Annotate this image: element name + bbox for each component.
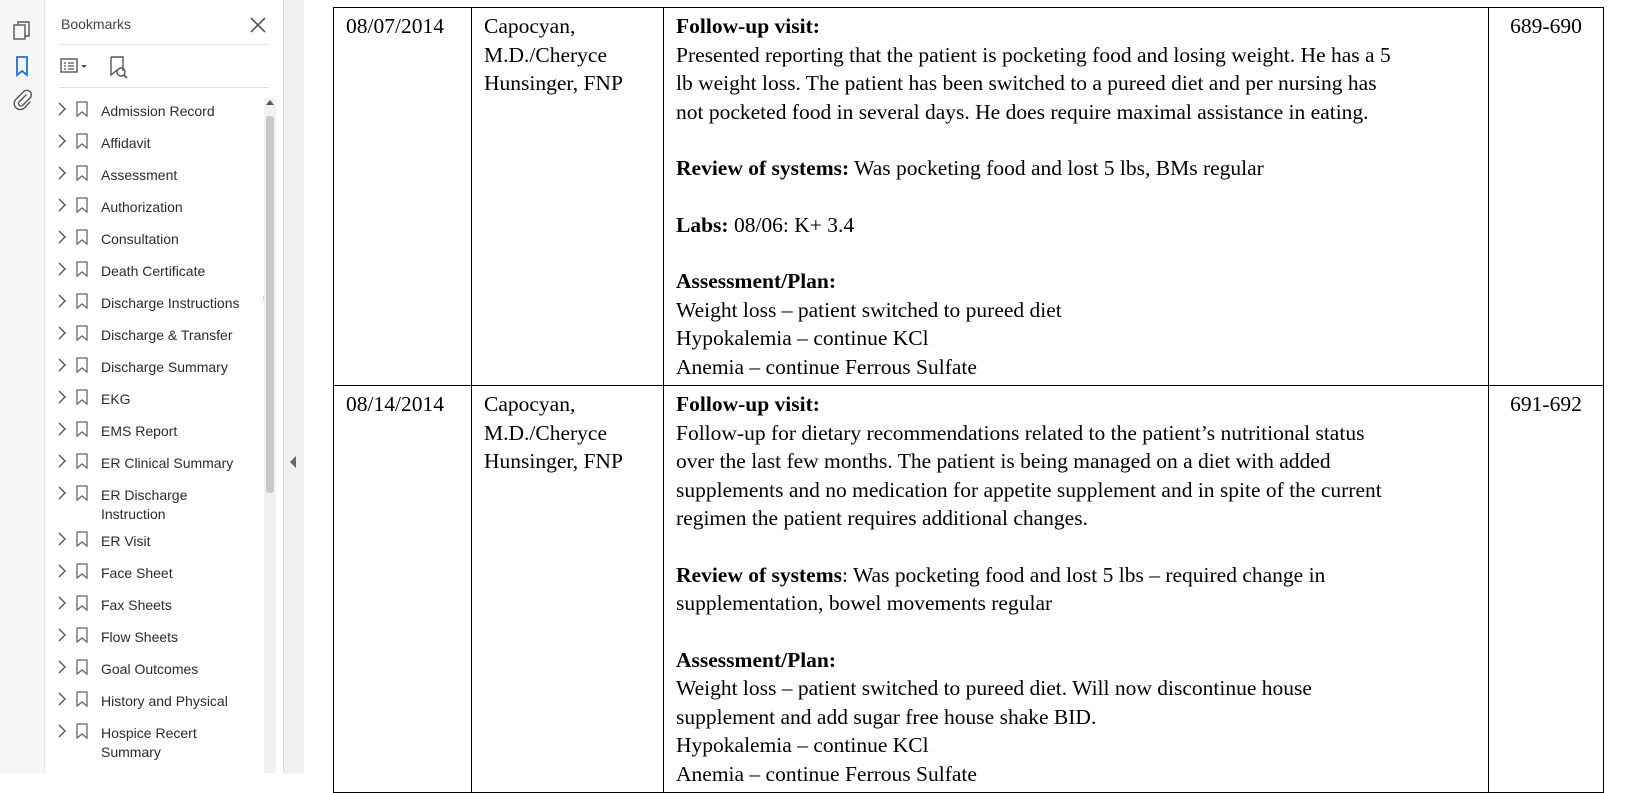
bookmark-flag-icon	[76, 389, 88, 405]
bookmark-flag-icon	[76, 357, 88, 373]
bookmark-label: Assessment	[101, 167, 178, 183]
bookmark-flag-icon	[76, 101, 88, 117]
bookmark-scrollbar[interactable]	[264, 98, 276, 773]
chevron-right-icon[interactable]	[57, 134, 67, 148]
bookmark-label: EMS Report	[101, 423, 178, 439]
chevron-right-icon[interactable]	[57, 486, 67, 500]
pages-cell: 691-692	[1489, 386, 1604, 793]
chevron-right-icon[interactable]	[57, 692, 67, 706]
bookmark-flag-icon	[76, 133, 88, 149]
note-cell	[664, 386, 1489, 793]
panel-collapse-handle[interactable]	[284, 0, 305, 773]
bookmark-item[interactable]	[45, 477, 265, 523]
bookmark-flag-icon	[76, 421, 88, 437]
visit-heading: Follow-up visit:	[676, 392, 820, 416]
bookmark-item[interactable]	[45, 93, 265, 125]
bookmark-label: ER Visit	[101, 533, 151, 549]
bookmark-item[interactable]	[45, 253, 265, 285]
chevron-right-icon[interactable]	[57, 294, 67, 308]
ros-label: Review of systems:	[676, 156, 850, 180]
bookmark-item[interactable]	[45, 715, 265, 761]
panel-divider	[59, 44, 269, 45]
provider-line: Hunsinger, FNP	[484, 71, 623, 95]
bookmark-label: Authorization	[101, 199, 183, 215]
bookmark-flag-icon	[76, 531, 88, 547]
plan-line: Weight loss – patient switched to pureed diet	[676, 297, 1062, 322]
plan-line: Hypokalemia – continue KCl	[676, 326, 929, 350]
labs-label: Labs:	[676, 212, 729, 237]
note-line: Follow-up for dietary recommendations related to the patient’s nutritional status	[676, 420, 1365, 445]
chevron-right-icon[interactable]	[57, 532, 67, 546]
options-menu-button[interactable]	[59, 53, 91, 81]
bookmark-item[interactable]	[45, 651, 265, 683]
spacer	[676, 618, 1476, 646]
chevron-right-icon[interactable]	[57, 326, 67, 340]
review-of-systems	[676, 561, 1476, 590]
provider-line: Capocyan,	[484, 392, 576, 416]
chevron-right-icon[interactable]	[57, 198, 67, 212]
review-of-systems	[676, 154, 1476, 183]
bookmark-item[interactable]	[45, 619, 265, 651]
bookmark-flag-icon	[76, 293, 88, 309]
bookmark-item[interactable]	[45, 683, 265, 715]
bookmark-item[interactable]	[45, 125, 265, 157]
table-row	[334, 386, 1604, 793]
ros-text: : Was pocketing food and lost 5 lbs – required change in	[842, 562, 1326, 587]
bookmark-label: Fax Sheets	[101, 597, 172, 613]
note-line: Presented reporting that the patient is pocketing food and losing weight. He has a 5	[676, 42, 1391, 67]
provider-cell	[472, 8, 664, 386]
ros-text: Was pocketing food and lost 5 lbs, BMs regular	[849, 156, 1264, 180]
provider-cell	[472, 386, 664, 793]
table-row	[334, 8, 1604, 386]
bookmark-item[interactable]	[45, 157, 265, 189]
new-bookmark-icon[interactable]	[105, 53, 131, 81]
bookmark-flag-icon	[76, 691, 88, 707]
note-line: lb weight loss. The patient has been switched to a pureed diet and per nursing has	[676, 71, 1377, 95]
document-view	[304, 0, 1646, 786]
plan-heading: Assessment/Plan:	[676, 269, 837, 293]
bookmark-item[interactable]	[45, 445, 265, 477]
bookmark-label: Admission Record	[101, 103, 215, 119]
records-table	[333, 7, 1604, 793]
bookmark-flag-icon	[76, 197, 88, 213]
bookmark-item[interactable]	[45, 349, 265, 381]
bookmark-label: Flow Sheets	[101, 629, 179, 645]
chevron-right-icon[interactable]	[57, 628, 67, 642]
chevron-right-icon[interactable]	[57, 454, 67, 468]
navigation-rail	[0, 0, 45, 773]
plan-line: Anemia – continue Ferrous Sulfate	[676, 354, 977, 379]
note-line: over the last few months. The patient is being managed on a diet with added	[676, 449, 1331, 473]
bookmark-label: Goal Outcomes	[101, 661, 199, 677]
bookmark-flag-icon	[76, 261, 88, 277]
pages-cell: 689-690	[1489, 8, 1604, 386]
chevron-right-icon[interactable]	[57, 564, 67, 578]
bookmark-label: ER Discharge Instruction	[101, 487, 188, 522]
spacer	[676, 239, 1476, 267]
spacer	[676, 183, 1476, 211]
bookmark-label: Affidavit	[101, 135, 151, 151]
bookmark-label: Face Sheet	[101, 565, 173, 581]
bookmark-flag-icon	[76, 165, 88, 181]
chevron-right-icon[interactable]	[57, 724, 67, 738]
collapse-arrow-icon[interactable]	[290, 456, 296, 468]
note-line: supplements and no medication for appetite supplement and in spite of the current	[676, 477, 1382, 502]
chevron-right-icon[interactable]	[57, 358, 67, 372]
ros-label: Review of systems	[676, 562, 842, 587]
bookmark-item[interactable]	[45, 523, 265, 555]
spacer	[676, 126, 1476, 154]
plan-heading: Assessment/Plan:	[676, 647, 837, 672]
visit-heading: Follow-up visit:	[676, 14, 820, 38]
bookmark-label: Discharge & Transfer	[101, 327, 233, 343]
bookmark-flag-icon	[76, 723, 88, 739]
chevron-right-icon[interactable]	[57, 262, 67, 276]
bookmark-item[interactable]	[45, 189, 265, 221]
bookmark-label: ER Clinical Summary	[101, 455, 234, 471]
bookmark-item[interactable]	[45, 555, 265, 587]
bookmark-label: EKG	[101, 391, 131, 407]
provider-line: M.D./Cheryce	[484, 420, 607, 445]
bookmark-flag-icon	[76, 627, 88, 643]
bookmark-item[interactable]	[45, 381, 265, 413]
bookmark-item[interactable]	[45, 317, 265, 349]
bookmark-label: Death Certificate	[101, 263, 206, 279]
chevron-right-icon[interactable]	[57, 102, 67, 116]
pages-icon[interactable]	[11, 20, 33, 42]
bookmark-item[interactable]	[45, 285, 265, 317]
bookmark-label: Discharge Summary	[101, 359, 228, 375]
chevron-right-icon[interactable]	[57, 596, 67, 610]
chevron-right-icon[interactable]	[57, 166, 67, 180]
provider-line: Capocyan,	[484, 14, 576, 38]
labs	[676, 211, 1476, 240]
bookmark-flag-icon	[76, 563, 88, 579]
bookmark-label: Discharge Instructions	[101, 295, 240, 311]
bookmark-flag-icon	[76, 325, 88, 341]
attachment-icon[interactable]	[11, 89, 33, 111]
bookmark-flag-icon	[76, 595, 88, 611]
scrollbar-thumb[interactable]	[266, 116, 274, 493]
scroll-up-arrow-icon[interactable]	[266, 100, 274, 105]
ros-line: supplementation, bowel movements regular	[676, 591, 1053, 615]
bookmark-item[interactable]	[45, 221, 265, 253]
bookmarks-panel	[45, 0, 284, 773]
plan-line: Anemia – continue Ferrous Sulfate	[676, 761, 977, 786]
toolbar-divider	[59, 87, 269, 88]
bookmark-flag-icon	[76, 659, 88, 675]
provider-line: Hunsinger, FNP	[484, 449, 623, 473]
plan-line: supplement and add sugar free house shake BID.	[676, 704, 1097, 729]
bookmark-list	[45, 93, 265, 761]
panel-title: Bookmarks	[61, 16, 132, 32]
close-icon[interactable]	[245, 12, 271, 38]
note-cell	[664, 8, 1489, 386]
bookmark-item[interactable]	[45, 413, 265, 445]
note-line: not pocketed food in several days. He does require maximal assistance in eating.	[676, 99, 1369, 124]
bookmark-icon[interactable]	[11, 55, 33, 77]
provider-line: M.D./Cheryce	[484, 42, 607, 67]
bookmark-label: Consultation	[101, 231, 179, 247]
spacer	[676, 533, 1476, 561]
note-line: regimen the patient requires additional changes.	[676, 506, 1088, 530]
chevron-right-icon[interactable]	[57, 390, 67, 404]
plan-line: Weight loss – patient switched to pureed diet. Will now discontinue house	[676, 676, 1312, 700]
bookmark-flag-icon	[76, 229, 88, 245]
bookmark-flag-icon	[76, 485, 88, 501]
date-cell: 08/14/2014	[334, 386, 472, 793]
chevron-right-icon[interactable]	[57, 660, 67, 674]
chevron-right-icon[interactable]	[57, 230, 67, 244]
bookmark-label: Hospice Recert Summary	[101, 725, 197, 760]
bookmark-item[interactable]	[45, 587, 265, 619]
date-cell: 08/07/2014	[334, 8, 472, 386]
bookmark-flag-icon	[76, 453, 88, 469]
chevron-right-icon[interactable]	[57, 422, 67, 436]
plan-line: Hypokalemia – continue KCl	[676, 733, 929, 757]
labs-text: 08/06: K+ 3.4	[728, 212, 855, 237]
bookmark-label: History and Physical	[101, 693, 228, 709]
